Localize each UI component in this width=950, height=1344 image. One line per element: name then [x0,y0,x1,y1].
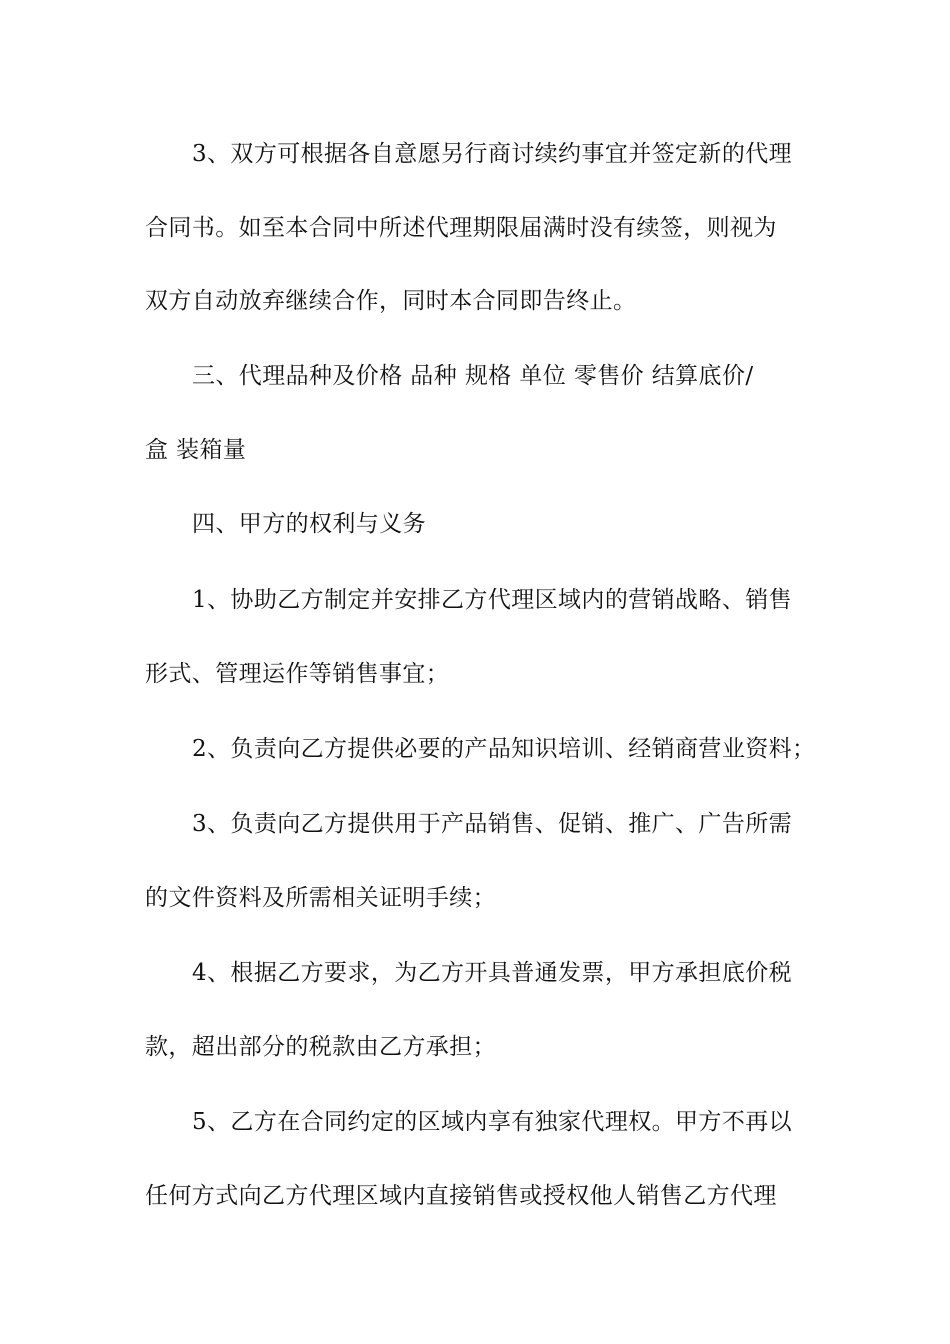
section-heading-4: 四、甲方的权利与义务 [192,511,426,537]
section-heading-3: 三、代理品种及价格 品种 规格 单位 零售价 结算底价/ [192,363,754,389]
paragraph-line-5: 盒 装箱量 [145,437,247,463]
paragraph-line-1: 3、双方可根据各自意愿另行商讨续约事宜并签定新的代理 [192,141,793,167]
paragraph-line-7: 1、协助乙方制定并安排乙方代理区域内的营销战略、销售 [192,587,793,613]
paragraph-line-12: 4、根据乙方要求，为乙方开具普通发票，甲方承担底价税 [192,960,793,986]
paragraph-line-9: 2、负责向乙方提供必要的产品知识培训、经销商营业资料； [192,736,816,762]
paragraph-line-8: 形式、管理运作等销售事宜； [145,661,450,687]
paragraph-line-15: 任何方式向乙方代理区域内直接销售或授权他人销售乙方代理 [145,1183,777,1209]
paragraph-line-13: 款，超出部分的税款由乙方承担； [145,1034,496,1060]
paragraph-line-10: 3、负责向乙方提供用于产品销售、促销、推广、广告所需 [192,811,793,837]
paragraph-line-2: 合同书。如至本合同中所述代理期限届满时没有续签，则视为 [145,215,777,241]
paragraph-line-3: 双方自动放弃继续合作，同时本合同即告终止。 [145,288,637,314]
paragraph-line-11: 的文件资料及所需相关证明手续； [145,885,496,911]
paragraph-line-14: 5、乙方在合同约定的区域内享有独家代理权。甲方不再以 [192,1109,793,1135]
